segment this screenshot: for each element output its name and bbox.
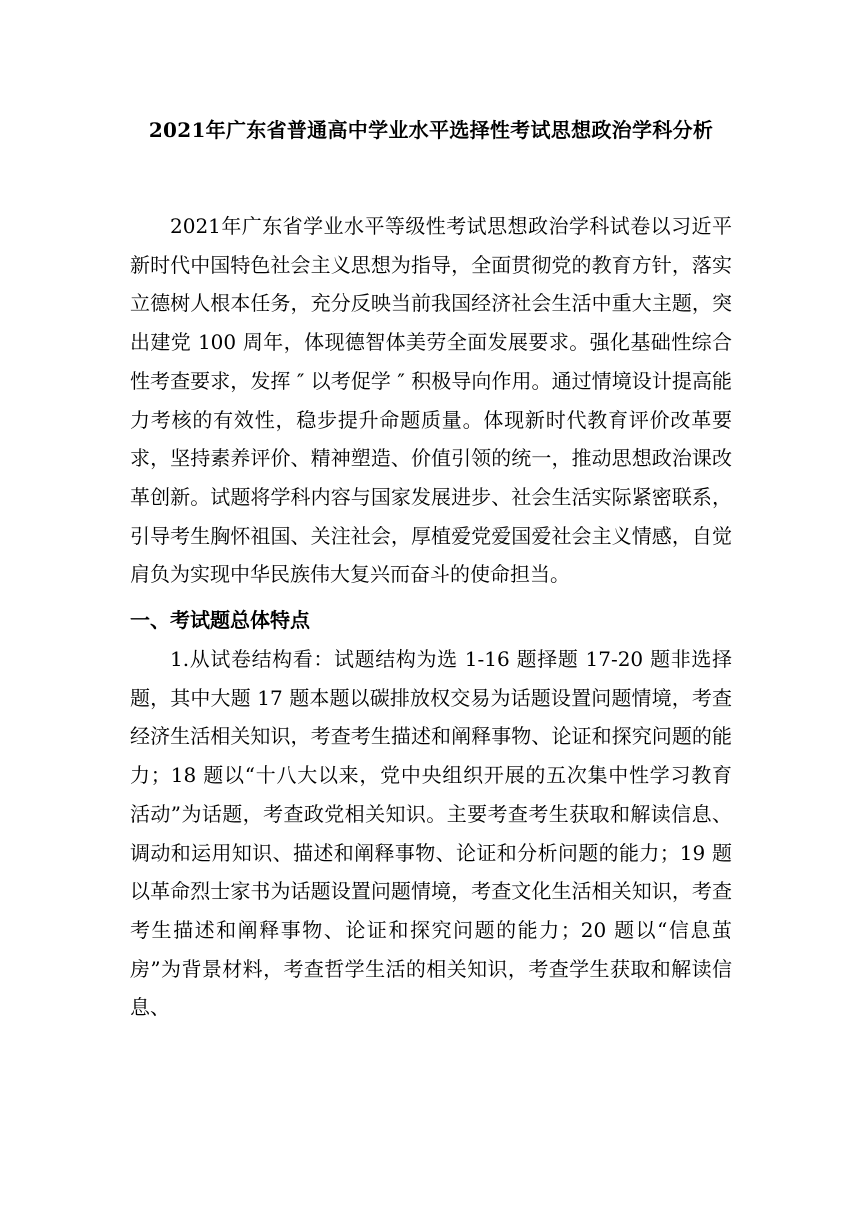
section-heading-overall-features: 一、考试题总体特点 (130, 608, 310, 633)
document-title: 2021年广东省普通高中学业水平选择性考试思想政治学科分析 (148, 118, 714, 142)
section-paragraph-structure: 1.从试卷结构看：试题结构为选 1-16 题择题 17-20 题非选择题，其中大题 17 题本题以碳排放权交易为话题设置问题情境，考查经济生活相关知识，考查考生描述和阐释事物、论证和探究问题的能力；18 题以“十八大以来，党中央组织开展的五次集中性学习教育活动”为话题，考查政党相关知识。主要考查考生获取和解读信息、调动和运用知识、描述和阐释事物、论证和分析问题的能力；19 题以革命烈士家书为话题设置问题情境，考查文化生活相关知识，考查考生描述和阐释事物、论证和探究问题的能力；20 题以“信息茧房”为背景材料，考查哲学生活的相关知识，考查学生获取和解读信息、 (130, 647, 732, 1020)
intro-paragraph: 2021年广东省学业水平等级性考试思想政治学科试卷以习近平新时代中国特色社会主义思想为指导，全面贯彻党的教育方针，落实立德树人根本任务，充分反映当前我国经济社会生活中重大主题，突出建党 100 周年，体现德智体美劳全面发展要求。强化基础性综合性考查要求，发挥 ″ 以考促学 ″ 积极导向作用。通过情境设计提高能力考核的有效性，稳步提升命题质量。体现新时代教育评价改革要求，坚持素养评价、精神塑造、价值引领的统一，推动思想政治课改革创新。试题将学科内容与国家发展进步、社会生活实际紧密联系，引导考生胸怀祖国、关注社会，厚植爱党爱国爱社会主义情感，自觉肩负为实现中华民族伟大复兴而奋斗的使命担当。 (130, 214, 732, 587)
